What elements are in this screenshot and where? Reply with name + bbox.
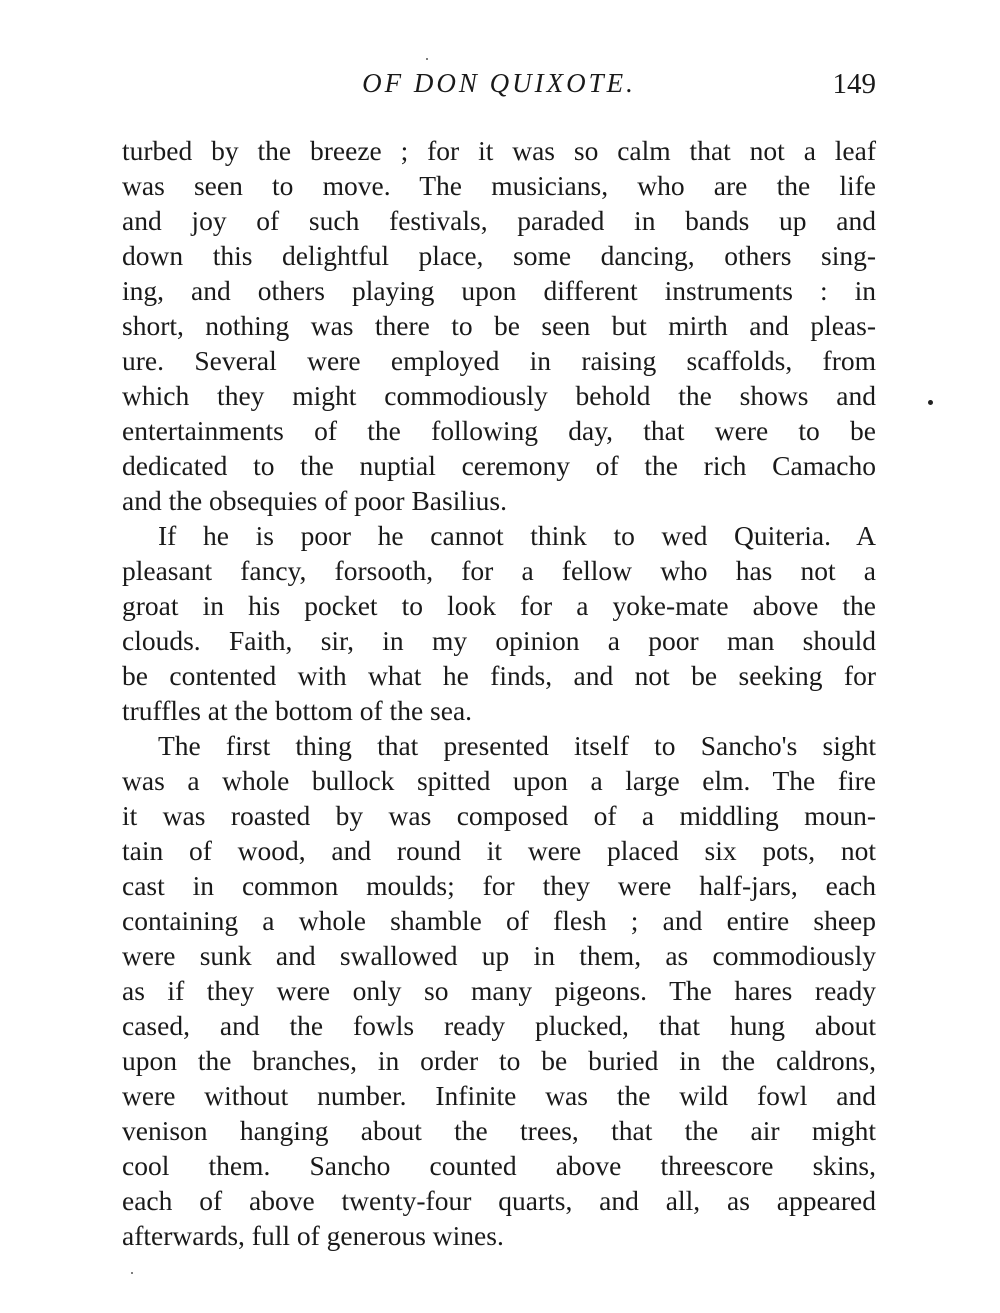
text-line: afterwards, full of generous wines. [122,1220,504,1251]
paragraph-2 [122,518,876,728]
text-line: be contented with what he finds, and not be seeking for [122,660,876,691]
text-line: truffles at the bottom of the sea. [122,695,473,726]
text-line: ure. Several were employed in raising scaffolds, from [122,345,876,376]
text-line: cased, and the fowls ready plucked, that hung about [122,1010,876,1041]
text-line: If he is poor he cannot think to wed Quiteria. A [158,520,876,551]
text-line: turbed by the breeze ; for it was so calm that not a leaf [122,135,876,166]
paragraph-3 [122,728,876,1253]
text-line: short, nothing was there to be seen but mirth and pleas- [122,310,876,341]
text-line: The first thing that presented itself to Sancho's sight [158,730,876,761]
text-line: pleasant fancy, forsooth, for a fellow who has not a [122,555,876,586]
margin-dot [928,400,933,405]
text-line: were without number. Infinite was the wild fowl and [122,1080,876,1111]
paper-speck [426,58,428,60]
text-line: tain of wood, and round it were placed six pots, not [122,835,876,866]
running-title: OF DON QUIXOTE. [362,68,636,98]
body-text [122,133,876,1253]
text-line: and joy of such festivals, paraded in bands up and [122,205,876,236]
page-header [122,68,876,108]
text-line: it was roasted by was composed of a middling moun- [122,800,876,831]
text-line: as if they were only so many pigeons. The hares ready [122,975,876,1006]
text-line: clouds. Faith, sir, in my opinion a poor man should [122,625,876,656]
text-line: and the obsequies of poor Basilius. [122,485,507,516]
text-line: cool them. Sancho counted above threescore skins, [122,1150,876,1181]
text-line: were sunk and swallowed up in them, as commodiously [122,940,876,971]
text-line: was seen to move. The musicians, who are the life [122,170,876,201]
text-line: upon the branches, in order to be buried in the caldrons, [122,1045,876,1076]
text-line: entertainments of the following day, that were to be [122,415,876,446]
text-line: ing, and others playing upon different instruments : in [122,275,876,306]
text-line: cast in common moulds; for they were half-jars, each [122,870,876,901]
text-line: down this delightful place, some dancing, others sing- [122,240,876,271]
text-line: was a whole bullock spitted upon a large elm. The fire [122,765,876,796]
text-line: containing a whole shamble of flesh ; and entire sheep [122,905,876,936]
page-number: 149 [832,68,876,100]
paper-speck [131,1272,133,1274]
text-line: venison hanging about the trees, that the air might [122,1115,876,1146]
text-line: which they might commodiously behold the shows and [122,380,876,411]
text-line: dedicated to the nuptial ceremony of the rich Camacho [122,450,876,481]
text-line: groat in his pocket to look for a yoke-mate above the [122,590,876,621]
text-line: each of above twenty-four quarts, and all, as appeared [122,1185,876,1216]
paragraph-1 [122,133,876,518]
